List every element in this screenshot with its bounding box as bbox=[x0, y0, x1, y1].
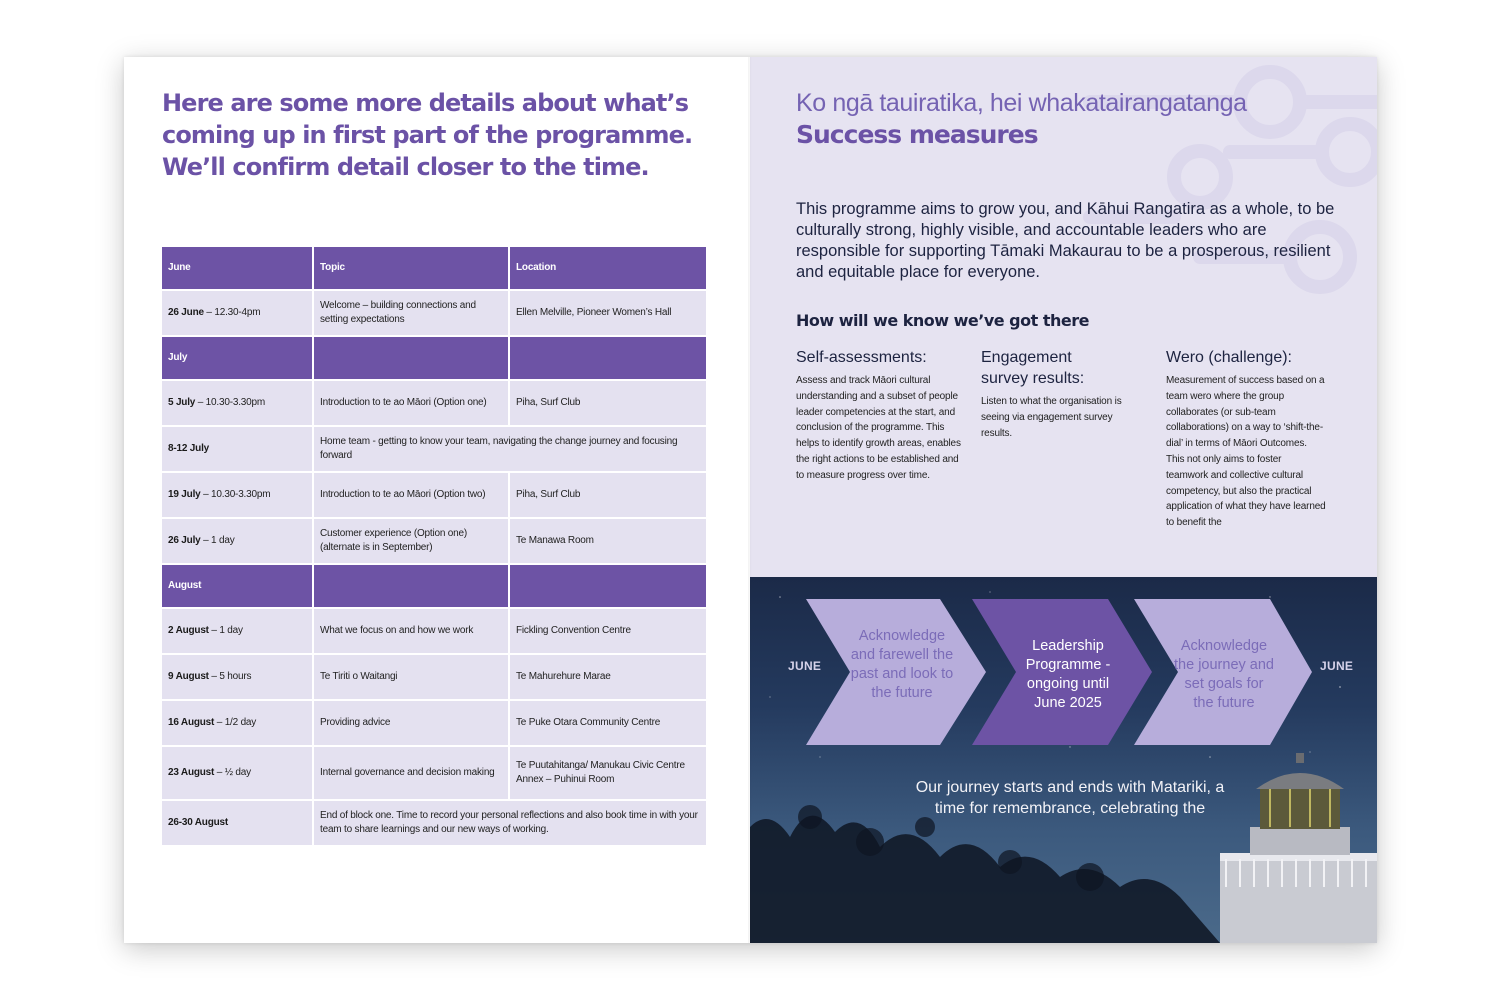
table-row bbox=[162, 381, 706, 425]
topic-cell: Introduction to te ao Māori (Option two) bbox=[314, 473, 508, 517]
heading-line-3: We’ll confirm detail closer to the time. bbox=[162, 153, 649, 181]
column-body: Measurement of success based on a team wero where the group collaborates (or sub-team collaborations) on a way to ‘shift-the-dial’ in terms of Māori Outcomes. This not only aims to foster teamwork and collective cultural competency, but also the practical application of what they have learned to benefit the bbox=[1166, 375, 1326, 529]
measure-column-self-assessment bbox=[796, 347, 961, 484]
tree-silhouettes bbox=[750, 816, 1220, 943]
section-subheading: How will we know we’ve got there bbox=[796, 311, 1089, 330]
schedule-table bbox=[160, 245, 708, 847]
heading-line-2: coming up in first part of the programme. bbox=[162, 121, 693, 149]
table-header-row bbox=[162, 247, 706, 289]
column-header: Location bbox=[510, 247, 706, 289]
topic-cell: Providing advice bbox=[314, 701, 508, 745]
date-cell: 16 August – 1/2 day bbox=[162, 701, 312, 745]
date-cell: 8-12 July bbox=[162, 427, 312, 471]
page-title-maori: Ko ngā tauiratika, hei whakatairangatanga bbox=[796, 89, 1247, 117]
left-page-heading bbox=[162, 87, 722, 183]
table-row bbox=[162, 655, 706, 699]
topic-cell: Customer experience (Option one) (alternate is in September) bbox=[314, 519, 508, 563]
date-cell: 23 August – ½ day bbox=[162, 747, 312, 799]
page-spine bbox=[748, 57, 752, 943]
right-page bbox=[750, 57, 1377, 943]
intro-paragraph: This programme aims to grow you, and Kāhui Rangatira as a whole, to be culturally strong, highly visible, and accountable leaders who are responsible for supporting Tāmaki Makaurau to be a prosperous, resilient and equitable place for everyone. bbox=[796, 200, 1335, 281]
month-band-row bbox=[162, 565, 706, 607]
left-page bbox=[124, 57, 750, 943]
date-cell: 26 July – 1 day bbox=[162, 519, 312, 563]
column-body: Listen to what the organisation is seeing via engagement survey results. bbox=[981, 396, 1122, 439]
date-cell: 26-30 August bbox=[162, 801, 312, 845]
column-header: June bbox=[162, 247, 312, 289]
timeline-step-3-text: Acknowledge the journey and set goals for the future bbox=[1174, 638, 1274, 711]
location-cell: Fickling Convention Centre bbox=[510, 609, 706, 653]
date-cell: 19 July – 10.30-3.30pm bbox=[162, 473, 312, 517]
topic-cell: Te Tiriti o Waitangi bbox=[314, 655, 508, 699]
date-cell: 5 July – 10.30-3.30pm bbox=[162, 381, 312, 425]
location-cell: Piha, Surf Club bbox=[510, 473, 706, 517]
topic-cell: Introduction to te ao Māori (Option one) bbox=[314, 381, 508, 425]
topic-cell: Home team - getting to know your team, navigating the change journey and focusing forward bbox=[314, 427, 706, 471]
date-cell: 2 August – 1 day bbox=[162, 609, 312, 653]
column-header: Topic bbox=[314, 247, 508, 289]
measure-column-wero bbox=[1166, 347, 1326, 531]
location-cell: Ellen Melville, Pioneer Women’s Hall bbox=[510, 291, 706, 335]
lighthouse-graphic bbox=[1220, 753, 1377, 943]
topic-cell: What we focus on and how we work bbox=[314, 609, 508, 653]
topic-cell: Welcome – building connections and setting expectations bbox=[314, 291, 508, 335]
table-row bbox=[162, 291, 706, 335]
column-heading: Engagement survey results: bbox=[981, 349, 1085, 387]
table-row bbox=[162, 801, 706, 845]
location-cell: Te Puke Otara Community Centre bbox=[510, 701, 706, 745]
table-row bbox=[162, 609, 706, 653]
month-label: July bbox=[162, 337, 312, 379]
table-row bbox=[162, 701, 706, 745]
date-cell: 26 June – 12.30-4pm bbox=[162, 291, 312, 335]
night-sky-photo bbox=[750, 577, 1377, 943]
brochure-spread bbox=[124, 57, 1377, 943]
date-cell: 9 August – 5 hours bbox=[162, 655, 312, 699]
location-cell: Piha, Surf Club bbox=[510, 381, 706, 425]
location-cell: Te Manawa Room bbox=[510, 519, 706, 563]
column-heading: Wero (challenge): bbox=[1166, 349, 1292, 366]
column-body: Assess and track Māori cultural understanding and a subset of people leader competencies at the start, and conclusion of the programme. This helps to identify growth areas, enables the right actions to be established and to measure progress over time. bbox=[796, 375, 961, 481]
month-band-row bbox=[162, 337, 706, 379]
column-heading: Self-assessments: bbox=[796, 349, 927, 366]
location-cell: Te Puutahitanga/ Manukau Civic Centre Annex – Puhinui Room bbox=[510, 747, 706, 799]
table-row bbox=[162, 519, 706, 563]
table-row bbox=[162, 747, 706, 799]
topic-cell: Internal governance and decision making bbox=[314, 747, 508, 799]
photo-caption: Our journey starts and ends with Matariki, a time for remembrance, celebrating the bbox=[915, 779, 1225, 817]
timeline-start-label: JUNE bbox=[788, 659, 822, 673]
heading-line-1: Here are some more details about what’s bbox=[162, 89, 689, 117]
location-cell: Te Mahurehure Marae bbox=[510, 655, 706, 699]
month-label: August bbox=[162, 565, 312, 607]
page-title: Success measures bbox=[796, 120, 1038, 149]
measure-column-engagement bbox=[981, 347, 1141, 441]
timeline-end-label: JUNE bbox=[1320, 659, 1354, 673]
topic-cell: End of block one. Time to record your personal reflections and also book time in with your team to share learnings and our new ways of working. bbox=[314, 801, 706, 845]
timeline-step-1-text: Acknowledge and farewell the past and look to the future bbox=[850, 628, 954, 701]
table-row bbox=[162, 427, 706, 471]
table-row bbox=[162, 473, 706, 517]
timeline-step-2-text: Leadership Programme - ongoing until June 2025 bbox=[1025, 638, 1111, 711]
